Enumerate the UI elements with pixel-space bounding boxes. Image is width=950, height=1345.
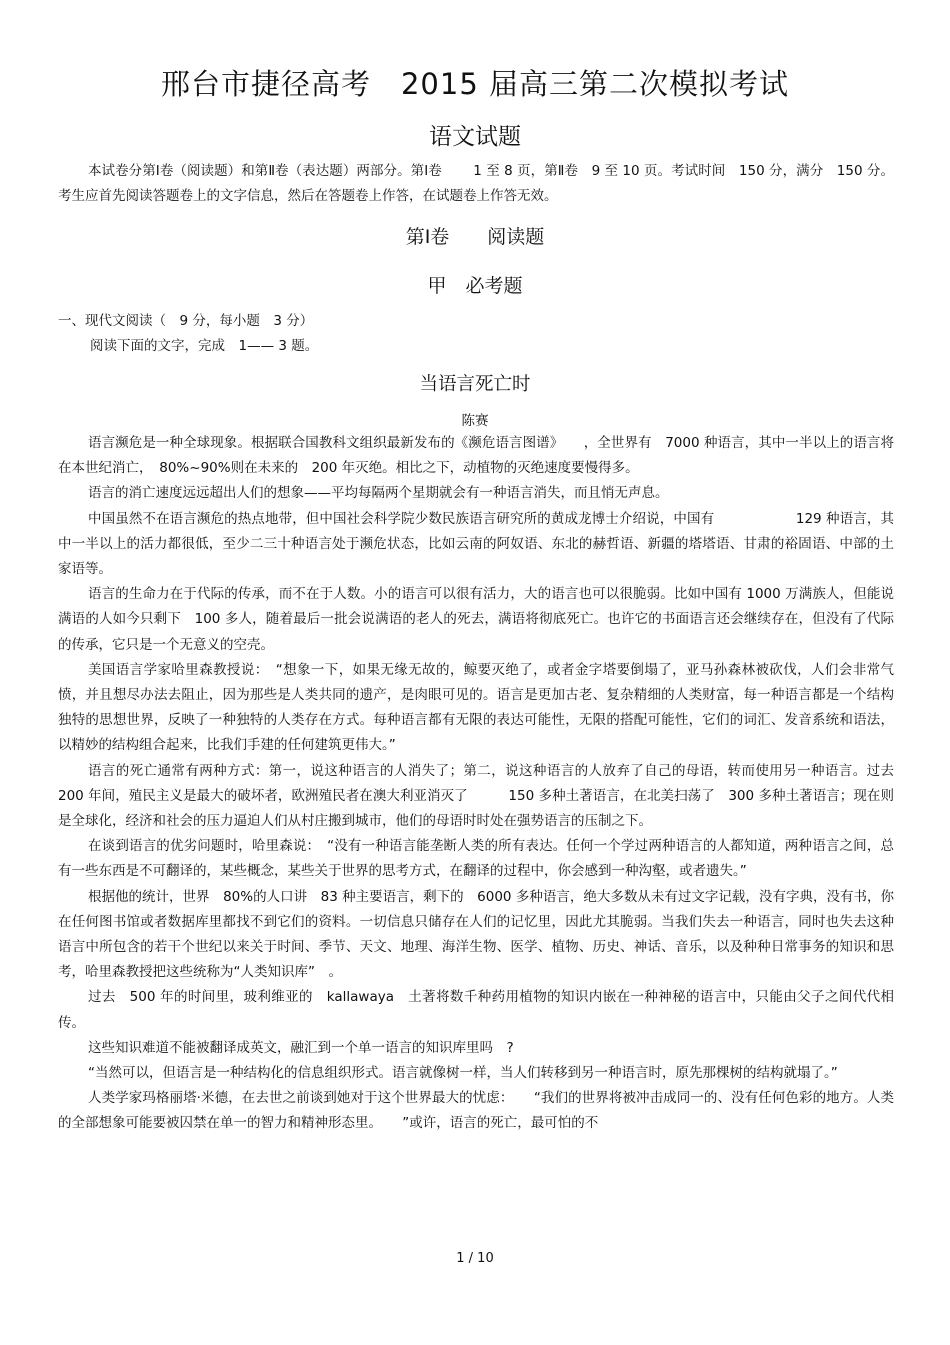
article-paragraph: 语言的生命力在于代际的传承，而不在于人数。小的语言可以很有活力，大的语言也可以很脆弱。比如中国有 1000 万满族人，但能说满语的人如今只剩下 100 多人，随着最后一批会说满语的老人的死去，满语将彻底死亡。也许它的书面语言还会继续存在，但没有了代际的传承，它只是一个无意义的空壳。 <box>58 586 894 653</box>
article-paragraph: 根据他的统计，世界 80%的人口讲 83 种主要语言，剩下的 6000 多种语言，绝大多数从未有过文字记载，没有字典，没有书，你在任何图书馆或者数据库里都找不到它们的资料。一切信息只储存在人们的记忆里，因此尤其脆弱。当我们失去一种语言，同时也失去这种语言中所包含的若干个世纪以来关于时间、季节、天文、地理、海洋生物、医学、植物、历史、神话、音乐，以及种种日常事务的知识和思考，哈里森教授把这些统称为“人类知识库” 。 <box>58 888 894 981</box>
article-paragraph: 语言的死亡通常有两种方式：第一，说这种语言的人消失了；第二，说这种语言的人放弃了自己的母语，转而使用另一种语言。过去 200 年间，殖民主义是最大的破坏者，欧洲殖民者在澳大利亚消灭了 150 多种土著语言，在北美扫荡了 300 多种土著语言；现在则是全球化，经济和社会的压力逼迫人们从村庄搬到城市，他们的母语时时处在强势语言的压制之下。 <box>58 762 908 830</box>
article-paragraph: 人类学家玛格丽塔·米德，在去世之前谈到她对于这个世界最大的忧虑： “我们的世界将被冲击成同一的、没有任何色彩的地方。人类的全部想象可能要被囚禁在单一的智力和精神形态里。 ”或许，语言的死亡，最可怕的不 <box>58 1090 894 1132</box>
article-paragraph: 语言濒危是一种全球现象。根据联合国教科文组织最新发布的《濒危语言图谱》 ，全世界有 7000 种语言，其中一半以上的语言将在本世纪消亡， 80%~90%则在未来的 200 年灭绝。相比之下，动植物的灭绝速度要慢得多。 <box>58 435 894 477</box>
article-paragraph: 美国语言学家哈里森教授说： “想象一下，如果无缘无故的，鲸要灭绝了，或者金字塔要倒塌了，亚马孙森林被砍伐，人们会非常气愤，并且想尽办法去阻止，因为那些是人类共同的遗产，是肉眼可见的。语言是更加古老、复杂精细的人类财富，每一种语言都是一个结构独特的思想世界，反映了一种独特的人类存在方式。每种语言都有无限的表达可能性，无限的搭配可能性，它们的词汇、发音系统和语法，以精妙的结构组合起来，比我们手建的任何建筑更伟大。” <box>58 661 894 754</box>
question-instruction: 阅读下面的文字，完成 1—— 3 题。 <box>90 338 319 354</box>
page-number: 1 / 10 <box>456 1251 494 1266</box>
article-body <box>58 431 908 1137</box>
article-paragraph: “当然可以，但语言是一种结构化的信息组织形式。语言就像树一样，当人们转移到另一种语言时，原先那棵树的结构就塌了。” <box>88 1065 838 1082</box>
article-paragraph: 过去 500 年的时间里，玻利维亚的 kallawaya 土著将数千种药用植物的知识内嵌在一种神秘的语言中，只能由父子之间代代相传。 <box>58 989 894 1031</box>
section-title: 第Ⅰ卷 阅读题 <box>405 226 545 248</box>
exam-subtitle: 语文试题 <box>429 124 521 150</box>
exam-intro: 本试卷分第Ⅰ卷（阅读题）和第Ⅱ卷（表达题）两部分。第Ⅰ卷 1 至 8 页，第Ⅱ卷 9 至 10 页。考试时间 150 分，满分 150 分。考生应首先阅读答题卷上的文字信息，然后在答题卷上作答，在试题卷上作答无效。 <box>58 163 894 204</box>
exam-title: 邢台市捷径高考 2015 届高三第二次模拟考试 <box>160 67 790 101</box>
article-paragraph: 中国虽然不在语言濒危的热点地带，但中国社会科学院少数民族语言研究所的黄成龙博士介绍说，中国有 129 种语言，其中一半以上的活力都很低，至少二三十种语言处于濒危状态，比如云南的阿奴语、东北的赫哲语、新疆的塔塔语、甘肃的裕固语、中部的土家语等。 <box>58 510 894 578</box>
article-paragraph: 这些知识难道不能被翻译成英文，融汇到一个单一语言的知识库里吗 ? <box>88 1039 514 1056</box>
article-title: 当语言死亡时 <box>419 374 531 395</box>
article-paragraph: 在谈到语言的优劣问题时，哈里森说： “没有一种语言能垄断人类的所有表达。任何一个学过两种语言的人都知道，两种语言之间，总有一些东西是不可翻译的，某些概念，某些关于世界的思考方式，在翻译的过程中，你会感到一种沟壑，或者遗失。” <box>58 838 894 880</box>
article-author: 陈赛 <box>461 413 489 429</box>
question-title: 一、现代文阅读（ 9 分，每小题 3 分） <box>58 313 314 329</box>
article-paragraph: 语言的消亡速度远远超出人们的想象——平均每隔两个星期就会有一种语言消失，而且悄无声息。 <box>88 485 669 502</box>
sub-section-title: 甲 必考题 <box>427 275 523 297</box>
